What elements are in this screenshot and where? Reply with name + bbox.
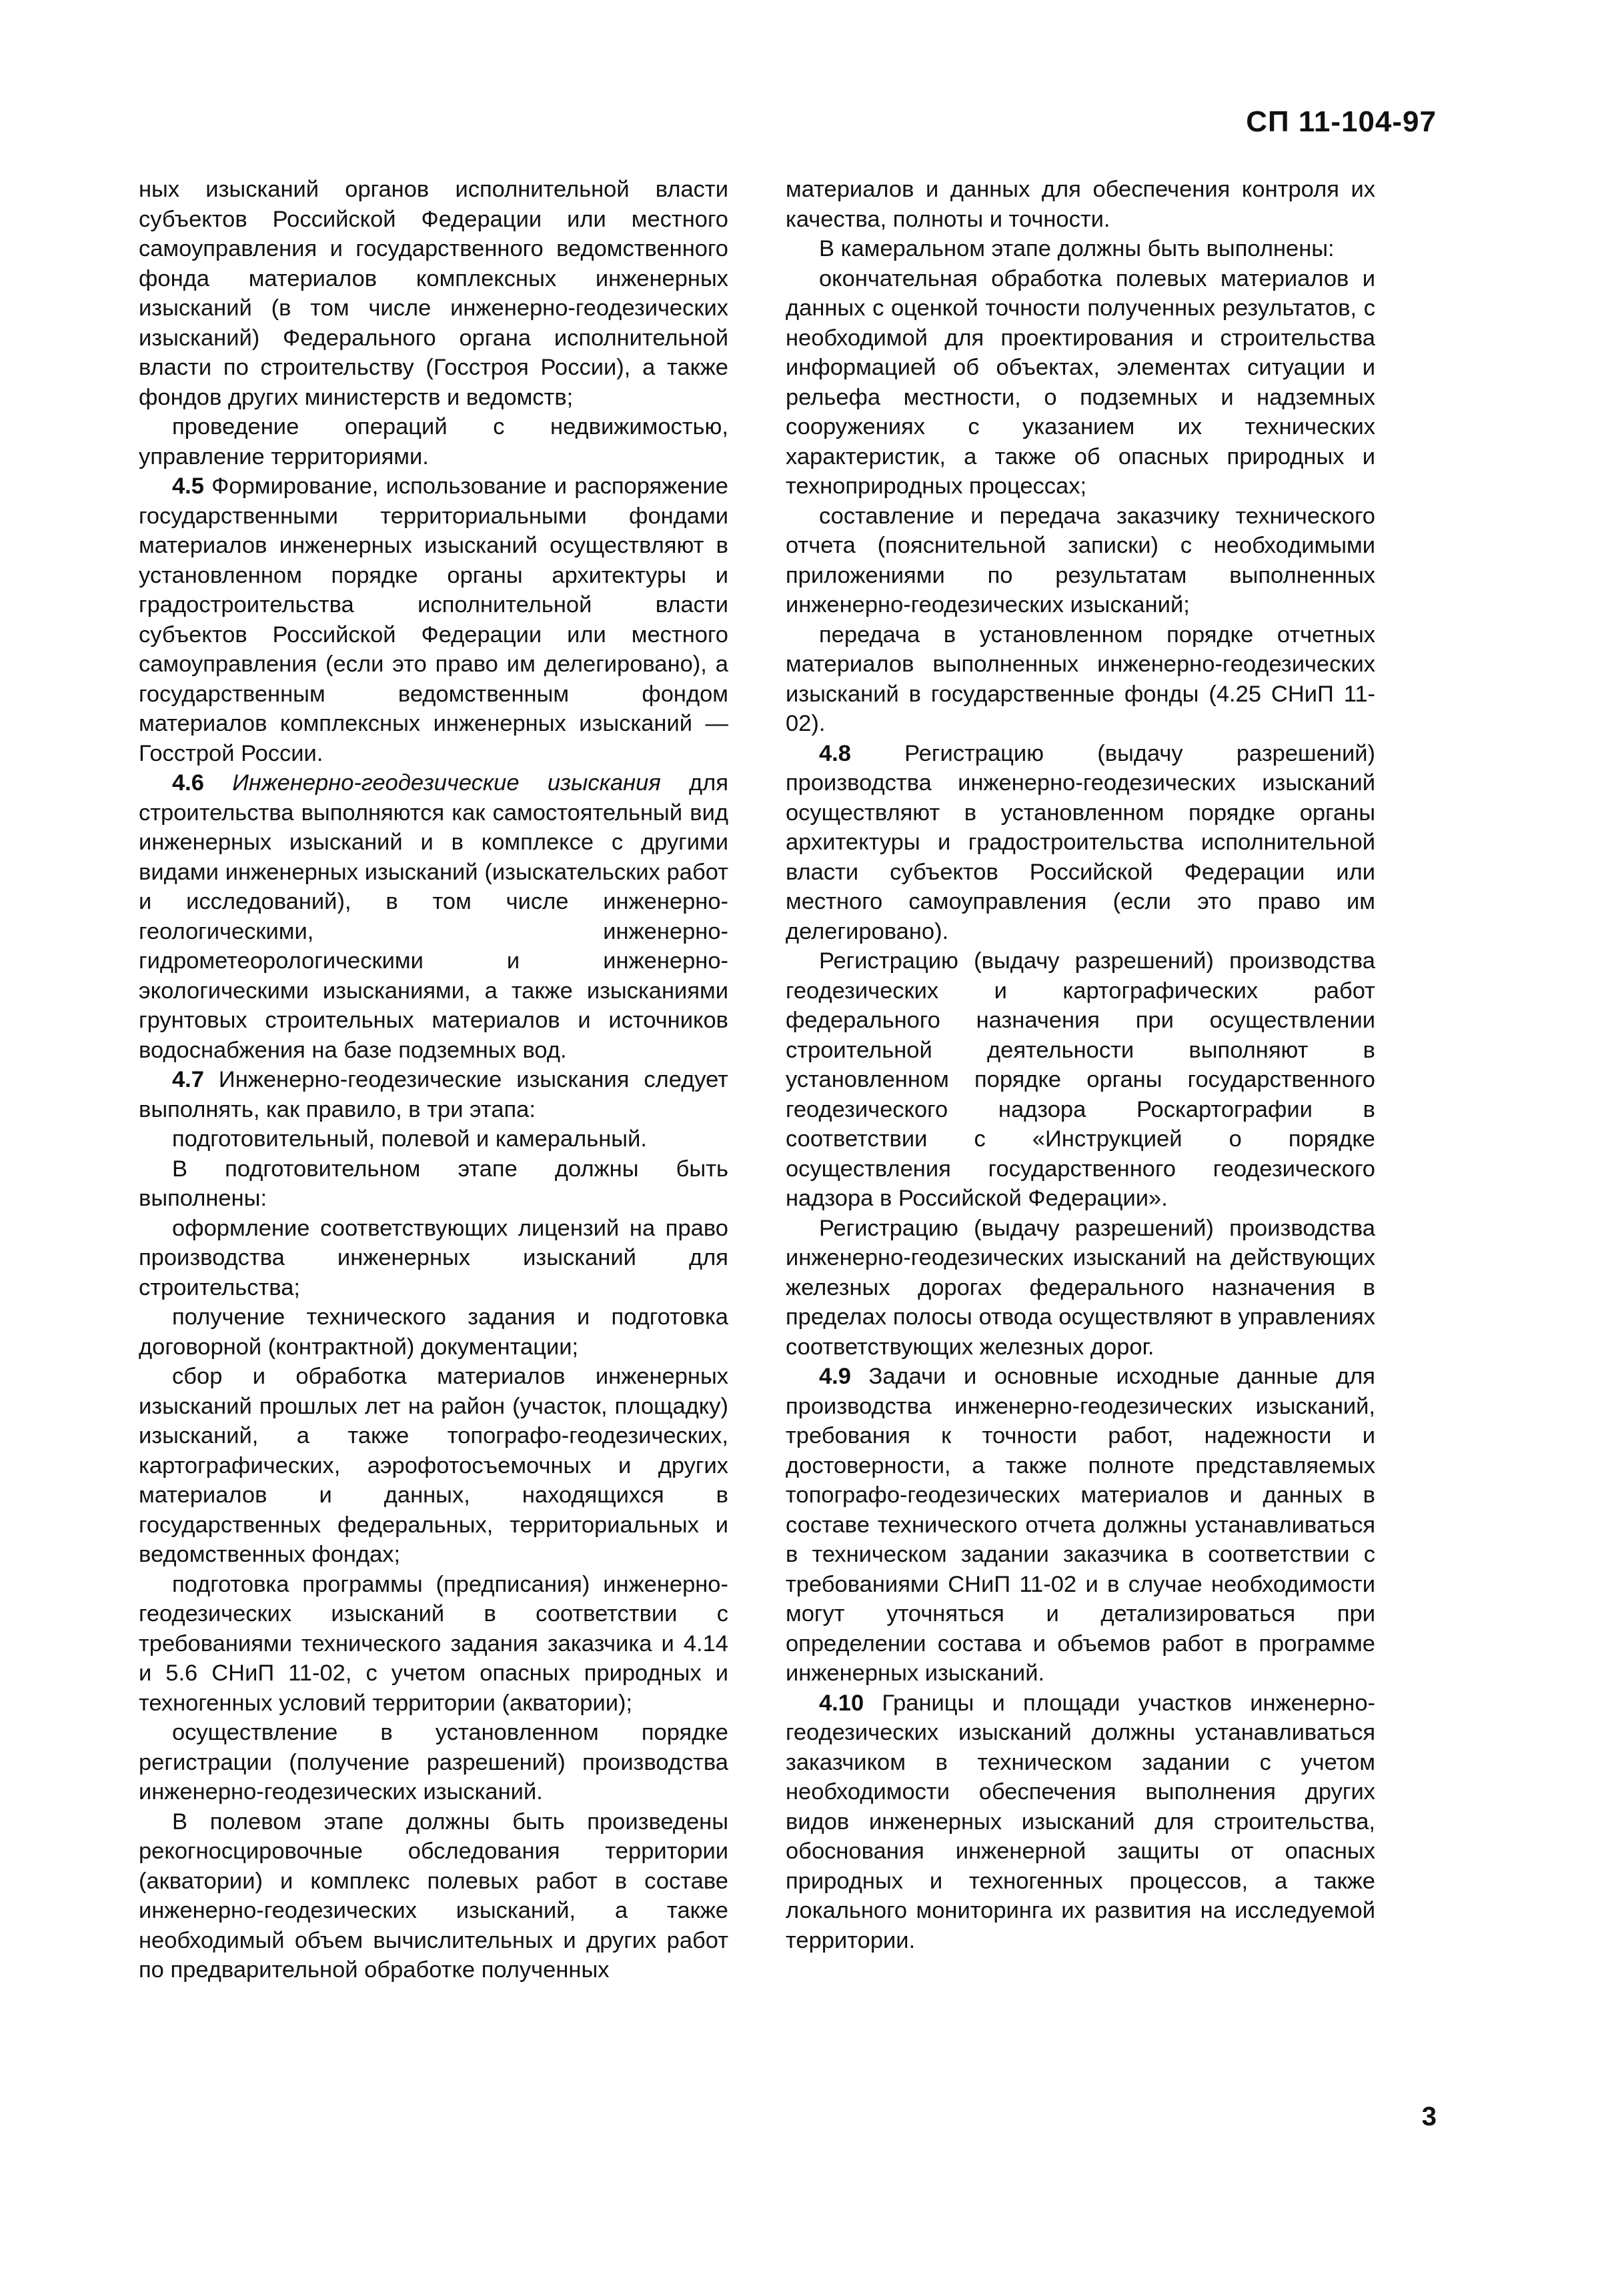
clause-number: 4.5 (172, 473, 204, 499)
paragraph: В камеральном этапе должны быть выполнены: (819, 236, 1335, 261)
clause-text: Границы и площади участков инженерно-геодезических изысканий должны устанавливаться заказчиком в техническом задании с учетом необходимости обеспечения выполнения других видов инженерных изысканий для строительства, обоснования инженерной защиты от опасных природных и техногенных процессов, а также локального мониторинга их развития на исследуемой территории. (786, 1690, 1375, 1953)
clause-4-5 (139, 471, 728, 768)
clause-number: 4.9 (819, 1364, 851, 1389)
clause-text: Регистрацию (выдачу разрешений) производства инженерно-геодезических изысканий осуществляют в установленном порядке органы архитектуры и градостроительства исполнительной власти субъектов Российской Федерации или местного самоуправления (если это право им делегировано). (786, 740, 1375, 944)
paragraph: материалов и данных для обеспечения контроля их качества, полноты и точности. (786, 177, 1375, 232)
paragraph: получение технического задания и подготовка договорной (контрактной) документации; (139, 1304, 728, 1360)
paragraph: окончательная обработка полевых материалов и данных с оценкой точности полученных результатов, с необходимой для проектирования и строительства информацией об объектах, элементах ситуации и рельефа местности, о подземных и надземных сооружениях с указанием их технических характеристик, а также об опасных природных и технoприродных процессах; (786, 265, 1375, 499)
document-code: СП 11-104-97 (1246, 105, 1437, 138)
left-column (139, 175, 728, 1985)
paragraph: сбор и обработка материалов инженерных изысканий прошлых лет на район (участок, площадку) изысканий, а также топографо-геодезических, картографических, аэрофотосъемочных и других материалов и данных, находящихся в государственных федеральных, территориальных и ведомственных фондах; (139, 1364, 728, 1567)
clause-text: для строительства выполняются как самостоятельный вид инженерных изысканий и в комплексе с другими видами инженерных изысканий (изыскательских работ и исследований), в том числе инженерно-геологическими, инженерно-гидрометеорологическими и инженерно-экологическими изысканиями, а также изысканиями грунтовых строительных материалов и источников водоснабжения на базе подземных вод. (139, 770, 728, 1063)
clause-text: Формирование, использование и распоряжение государственными территориальными фондами материалов инженерных изысканий осуществляют в установленном порядке органы архитектуры и градостроительства исполнительной власти субъектов Российской Федерации или местного самоуправления (если это право им делегировано), а государственным ведомственным фондом материалов комплексных инженерных изысканий — Госстрой России. (139, 473, 728, 766)
paragraph: передача в установленном порядке отчетных материалов выполненных инженерно-геодезических изысканий в государственные фонды (4.25 СНиП 11-02). (786, 622, 1375, 736)
paragraph: оформление соответствующих лицензий на право производства инженерных изысканий для строительства; (139, 1215, 728, 1300)
paragraph: Регистрацию (выдачу разрешений) производства геодезических и картографических работ федерального назначения при осуществлении строительной деятельности выполняют в установленном порядке органы государственного геодезического надзора Роскартографии в соответствии с «Инструкцией о порядке осуществления государственного геодезического надзора в Российской Федерации». (786, 948, 1375, 1211)
clause-4-7 (139, 1065, 728, 1124)
clause-number: 4.10 (819, 1690, 864, 1716)
clause-number: 4.7 (172, 1067, 204, 1092)
paragraph: подготовка программы (предписания) инженерно-геодезических изысканий в соответствии с требованиями технического задания заказчика и 4.14 и 5.6 СНиП 11-02, с учетом опасных природных и техногенных условий территории (акватории); (139, 1571, 728, 1716)
clause-4-6 (139, 768, 728, 1065)
clause-4-10 (786, 1688, 1375, 1956)
clause-number: 4.8 (819, 740, 851, 766)
paragraph: В подготовительном этапе должны быть выполнены: (139, 1156, 728, 1211)
paragraph: Регистрацию (выдачу разрешений) производства инженерно-геодезических изысканий на действующих железных дорогах федерального назначения в пределах полосы отвода осуществляют в управлениях соответствующих железных дорог. (786, 1215, 1375, 1360)
clause-text: Задачи и основные исходные данные для производства инженерно-геодезических изысканий, требования к точности работ, надежности и достоверности, а также полноте представляемых топографо-геодезических материалов и данных в составе технического отчета должны устанавливаться в техническом задании заказчика в соответствии с требованиями СНиП 11-02 и в случае необходимости могут уточняться и детализироваться при определении состава и объемов работ в программе инженерных изысканий. (786, 1364, 1375, 1686)
clause-term: Инженерно-геодезические изыскания (203, 770, 661, 796)
clause-4-9 (786, 1362, 1375, 1688)
paragraph: ных изысканий органов исполнительной власти субъектов Российской Федерации или местного самоуправления и государственного ведомственного фонда материалов комплексных инженерных изысканий (в том числе инженерно-геодезических изысканий) Федерального органа исполнительной власти по строительству (Госстроя России), а также фондов других министерств и ведомств; (139, 177, 728, 410)
clause-4-8 (786, 739, 1375, 947)
page-number: 3 (1421, 2102, 1437, 2131)
paragraph: проведение операций с недвижимостью, управление территориями. (139, 414, 728, 469)
paragraph: В полевом этапе должны быть произведены рекогносцировочные обследования территории (акватории) и комплекс полевых работ в составе инженерно-геодезических изысканий, а также необходимый объем вычислительных и других работ по предварительной обработке полученных (139, 1809, 728, 1983)
paragraph: составление и передача заказчику технического отчета (пояснительной записки) с необходимыми приложениями по результатам выполненных инженерно-геодезических изысканий; (786, 503, 1375, 618)
paragraph: осуществление в установленном порядке регистрации (получение разрешений) производства инженерно-геодезических изысканий. (139, 1720, 728, 1805)
clause-number: 4.6 (172, 770, 204, 796)
clause-text: Инженерно-геодезические изыскания следует выполнять, как правило, в три этапа: (139, 1067, 728, 1122)
right-column (786, 175, 1375, 1955)
paragraph: подготовительный, полевой и камеральный. (172, 1126, 647, 1152)
